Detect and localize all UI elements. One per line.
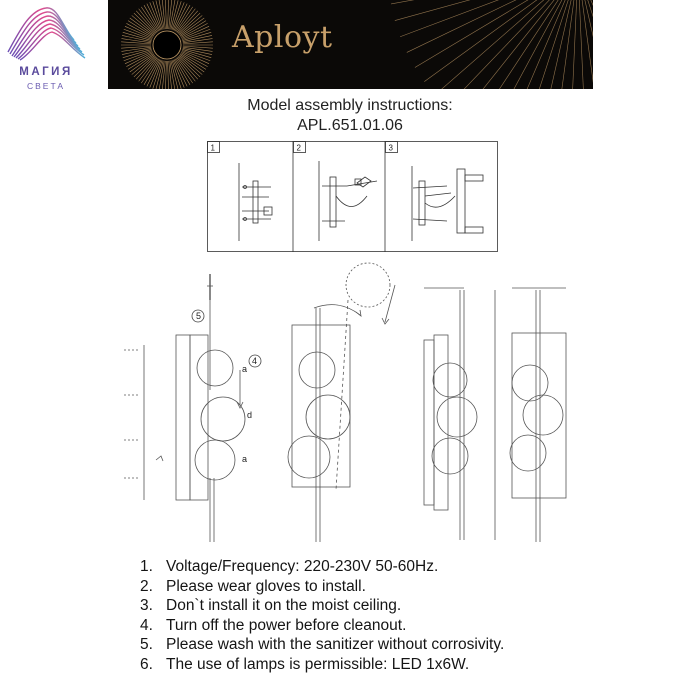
front-dimension-view [510,288,566,542]
brand-name: Aployt [232,20,333,55]
technical-drawings [110,260,590,550]
note-item: 1. Voltage/Frequency: 220-230V 50-60Hz. [140,558,439,575]
front-view [288,263,395,542]
model-code: APL.651.01.06 [297,117,403,134]
step-2-label: 2 [296,143,301,153]
magiya-sveta-logo [0,0,100,100]
note-item: 5. Please wash with the sanitizer without corrosivity. [140,636,505,654]
step-3-drawing [412,166,483,241]
note-item: 2. Please wear gloves to install. [140,577,366,595]
sunburst-icon [108,0,593,89]
label-a-top: a [242,364,248,374]
label-a-bottom: a [242,454,248,464]
page-title [0,96,700,136]
step-3-label: 3 [388,143,393,153]
logo-name: МАГИЯ [19,66,73,78]
instruction-notes [140,557,504,675]
logo-subname: СВЕТА [26,81,66,91]
installation-steps-diagram [207,141,498,252]
step-1-drawing [239,163,272,241]
note-item: 6. The use of lamps is permissible: LED 1x6W. [140,655,470,673]
label-d: d [247,410,253,420]
title-line-1: Model assembly instructions: [247,97,453,114]
step-1-label: 1 [210,143,215,153]
note-item: 4. Turn off the power before cleanout. [140,616,407,634]
note-item: 3. Don`t install it on the moist ceiling. [140,597,402,615]
screw-callout: 5 [196,311,202,321]
side-dimension-view [424,288,495,540]
exploded-view [124,274,248,542]
wave-logo-icon [0,0,100,70]
brand-banner [108,0,593,89]
part-callout: 4 [252,356,258,366]
step-2-drawing [319,161,377,241]
